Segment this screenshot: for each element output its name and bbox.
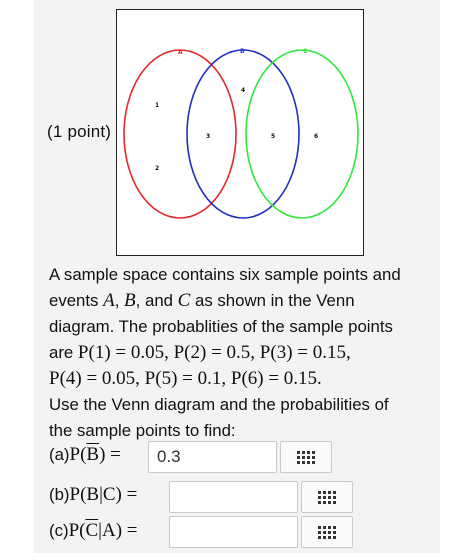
complement-symbol: $\overline{C}$ [85, 520, 99, 541]
region-label-5: 5 [271, 133, 276, 140]
keypad-c-button[interactable] [301, 516, 353, 548]
question-a-expression [70, 444, 121, 466]
set-c-circle [246, 50, 358, 218]
question-c [49, 520, 138, 542]
question-b [49, 484, 137, 506]
set-a-label: A [178, 49, 183, 56]
keypad-a-button[interactable] [280, 441, 332, 473]
set-b-symbol: B [124, 290, 136, 311]
problem-line [49, 340, 429, 366]
set-b-label: B [240, 48, 245, 55]
keypad-grid-icon [318, 526, 336, 539]
problem-text: , and [135, 291, 178, 310]
question-c-tag: (c) [49, 521, 69, 540]
problem-line: the sample points to find: [49, 421, 236, 440]
expr-part: |A) = [98, 520, 138, 541]
problem-line: Use the Venn diagram and the probabilities of [49, 395, 389, 414]
answer-a-input[interactable] [148, 441, 277, 473]
expr-part: ) = [99, 444, 121, 465]
region-label-1: 1 [155, 102, 160, 109]
venn-diagram [116, 9, 364, 256]
set-c-label: C [303, 48, 308, 55]
probabilities-line-1: P(1) = 0.05, P(2) = 0.5, P(3) = 0.15, [77, 342, 351, 363]
problem-text: events [49, 291, 104, 310]
question-a-tag: (a) [49, 445, 70, 464]
problem-line [49, 366, 429, 392]
expr-part: P( [69, 444, 87, 465]
question-c-expression [69, 520, 138, 542]
keypad-grid-icon [318, 491, 336, 504]
question-b-expression: P(B|C) = [69, 484, 138, 505]
problem-line: A sample space contains six sample points and [49, 265, 401, 284]
problem-text: , [114, 291, 125, 310]
probabilities-line-2: P(4) = 0.05, P(5) = 0.1, P(6) = 0.15. [49, 368, 322, 389]
region-label-2: 2 [155, 165, 160, 172]
set-c-symbol: C [177, 290, 191, 311]
keypad-b-button[interactable] [301, 481, 353, 513]
region-label-6: 6 [314, 133, 319, 140]
question-b-tag: (b) [49, 485, 70, 504]
region-label-4: 4 [241, 87, 246, 94]
answer-b-input[interactable] [169, 481, 298, 513]
complement-symbol: $\overline{B}$ [86, 444, 100, 465]
problem-line: diagram. The probablities of the sample points [49, 317, 393, 336]
set-b-circle [187, 50, 299, 218]
answer-c-input[interactable] [169, 516, 298, 548]
keypad-grid-icon [297, 451, 315, 464]
problem-statement [49, 262, 429, 444]
set-a-symbol: A [103, 290, 115, 311]
point-value-label: (1 point) [47, 122, 112, 141]
set-a-circle [124, 50, 236, 218]
problem-line [49, 288, 429, 314]
question-a [49, 444, 121, 466]
expr-part: P( [68, 520, 86, 541]
problem-text: are [49, 343, 78, 362]
problem-text: as shown in the Venn [190, 291, 355, 310]
region-label-3: 3 [206, 133, 211, 140]
